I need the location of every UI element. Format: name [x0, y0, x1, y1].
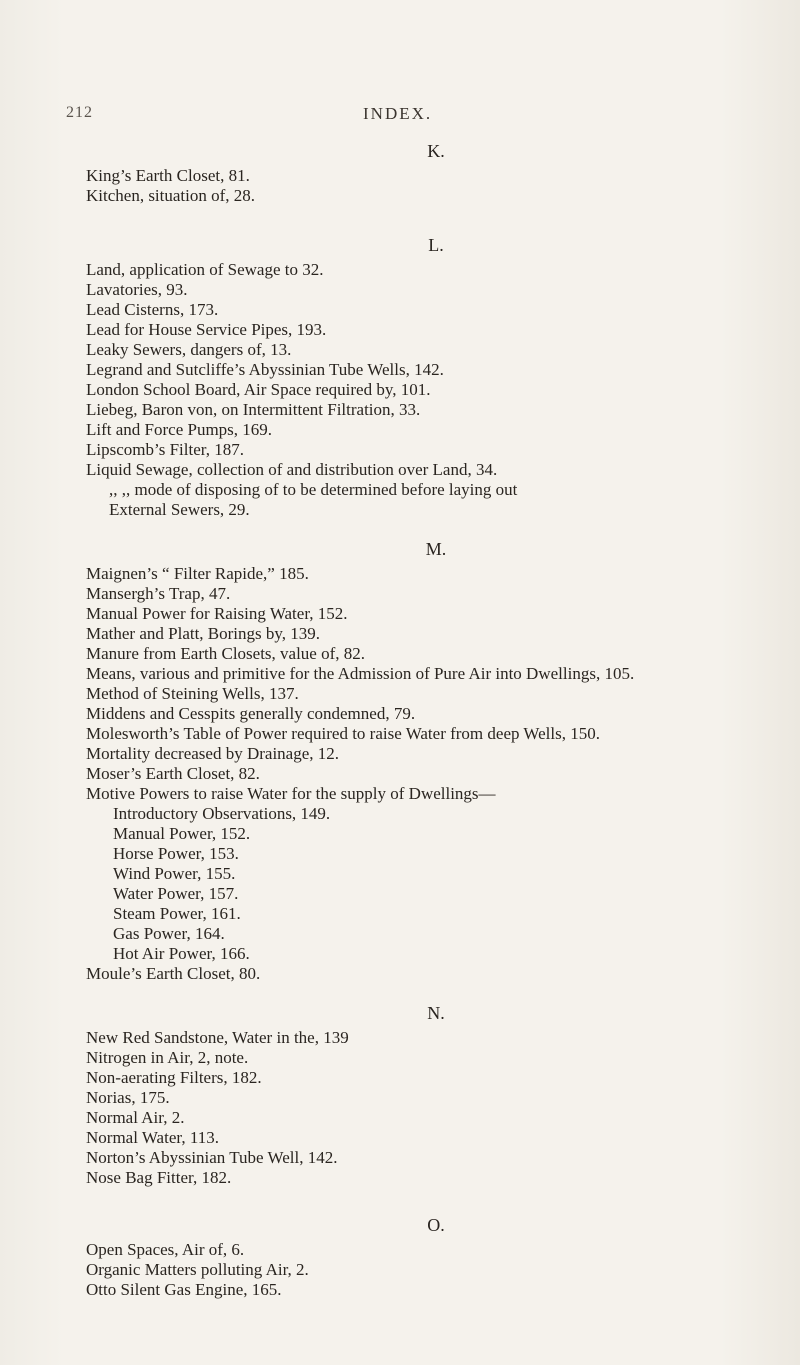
index-entry: Lift and Force Pumps, 169.: [86, 420, 273, 439]
index-subentry: Steam Power, 161.: [113, 904, 241, 923]
index-entry: Lavatories, 93.: [86, 280, 188, 299]
section-letter: K.: [427, 141, 445, 161]
index-entry: London School Board, Air Space required by, 101.: [86, 380, 431, 399]
section-letter: O.: [427, 1215, 445, 1235]
index-section-l: [86, 234, 776, 520]
page-number: 212: [66, 104, 93, 121]
index-entry: Maignen’s “ Filter Rapide,” 185.: [86, 564, 309, 583]
index-entry: Manual Power for Raising Water, 152.: [86, 604, 348, 623]
index-entry: Liebeg, Baron von, on Intermittent Filtration, 33.: [86, 400, 421, 419]
index-entry: Leaky Sewers, dangers of, 13.: [86, 340, 292, 359]
index-entry: Means, various and primitive for the Admission of Pure Air into Dwellings, 105.: [86, 664, 635, 683]
index-subentry: Hot Air Power, 166.: [113, 944, 250, 963]
index-subentry: Horse Power, 153.: [113, 844, 239, 863]
section-letter: L.: [428, 235, 444, 255]
index-subentry: Manual Power, 152.: [113, 824, 251, 843]
index-section-n: [86, 1002, 776, 1188]
index-entry: Motive Powers to raise Water for the supply of Dwellings—: [86, 784, 496, 803]
index-entry: Manure from Earth Closets, value of, 82.: [86, 644, 366, 663]
index-subentry: Water Power, 157.: [113, 884, 239, 903]
index-entry: Norias, 175.: [86, 1088, 170, 1107]
running-title: INDEX.: [363, 104, 433, 123]
index-entry: Nose Bag Fitter, 182.: [86, 1168, 232, 1187]
index-entry-continuation: External Sewers, 29.: [109, 500, 250, 519]
index-entry: Mather and Platt, Borings by, 139.: [86, 624, 321, 643]
index-entry: Middens and Cesspits generally condemned, 79.: [86, 704, 416, 723]
index-entry: Normal Water, 113.: [86, 1128, 219, 1147]
index-entry: Liquid Sewage, collection of and distribution over Land, 34.: [86, 460, 498, 479]
section-letter: N.: [427, 1003, 445, 1023]
index-content: [86, 140, 776, 1300]
index-section-m: [86, 538, 776, 984]
index-entry: Moser’s Earth Closet, 82.: [86, 764, 260, 783]
index-entry: Molesworth’s Table of Power required to raise Water from deep Wells, 150.: [86, 724, 600, 743]
index-entry: Lead Cisterns, 173.: [86, 300, 219, 319]
page-header: [0, 104, 800, 128]
index-entry: Land, application of Sewage to 32.: [86, 260, 324, 279]
index-entry: Open Spaces, Air of, 6.: [86, 1240, 245, 1259]
index-entry: Lipscomb’s Filter, 187.: [86, 440, 244, 459]
index-subentry: Wind Power, 155.: [113, 864, 236, 883]
index-subentry: ,, ,, mode of disposing of to be determined before laying out: [109, 480, 518, 499]
index-entry: Kitchen, situation of, 28.: [86, 186, 256, 205]
index-entry: Nitrogen in Air, 2, note.: [86, 1048, 249, 1067]
index-entry: King’s Earth Closet, 81.: [86, 166, 250, 185]
section-letter: M.: [425, 539, 447, 559]
index-subentry: Gas Power, 164.: [113, 924, 225, 943]
index-entry: Otto Silent Gas Engine, 165.: [86, 1280, 282, 1299]
index-section-k: [86, 140, 776, 206]
index-entry: Moule’s Earth Closet, 80.: [86, 964, 261, 983]
index-entry: Non-aerating Filters, 182.: [86, 1068, 262, 1087]
index-entry: Organic Matters polluting Air, 2.: [86, 1260, 309, 1279]
index-entry: Mortality decreased by Drainage, 12.: [86, 744, 340, 763]
index-subentry: Introductory Observations, 149.: [113, 804, 331, 823]
index-entry: Mansergh’s Trap, 47.: [86, 584, 231, 603]
index-entry: Legrand and Sutcliffe’s Abyssinian Tube Wells, 142.: [86, 360, 444, 379]
index-entry: Method of Steining Wells, 137.: [86, 684, 299, 703]
index-entry: Normal Air, 2.: [86, 1108, 185, 1127]
index-section-o: [86, 1214, 776, 1300]
index-entry: Lead for House Service Pipes, 193.: [86, 320, 327, 339]
index-entry: Norton’s Abyssinian Tube Well, 142.: [86, 1148, 338, 1167]
index-entry: New Red Sandstone, Water in the, 139: [86, 1028, 349, 1047]
